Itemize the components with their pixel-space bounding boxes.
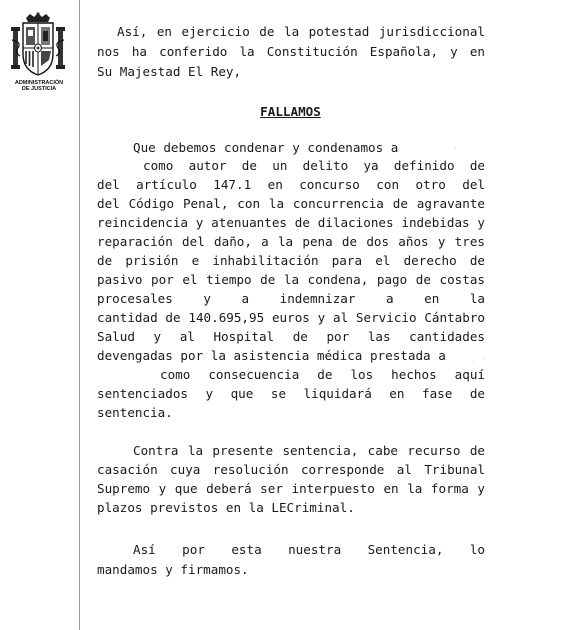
ruling-line-15: sentencia. bbox=[97, 405, 173, 420]
ruling-line-12: devengadas por la asistencia médica prestada a bbox=[97, 348, 446, 363]
ruling-line-6: reparación del daño, a la pena de dos años y tres bbox=[97, 234, 485, 249]
ruling-line-8: pasivo por el tiempo de la condena, pago de costas bbox=[97, 272, 485, 287]
appeal-line-1: Contra la presente sentencia, cabe recurso de bbox=[133, 443, 485, 458]
ruling-line-3: del artículo 147.1 en concurso con otro del bbox=[97, 177, 485, 192]
intro-line-3: Su Majestad El Rey, bbox=[97, 64, 242, 79]
intro-line-2: nos ha conferido la Constitución Española, y en bbox=[97, 44, 485, 59]
scan-speck bbox=[455, 147, 456, 148]
closing-line-2: mandamos y firmamos. bbox=[97, 562, 249, 577]
scan-speck bbox=[484, 358, 485, 359]
ruling-line-11: Salud y al Hospital de por las cantidades bbox=[97, 329, 485, 344]
ruling-line-1: Que debemos condenar y condenamos a bbox=[133, 140, 399, 155]
appeal-line-4: plazos previstos en la LECriminal. bbox=[97, 500, 355, 515]
ruling-heading: FALLAMOS bbox=[260, 104, 321, 119]
ruling-line-10: cantidad de 140.695,95 euros y al Servicio Cántabro bbox=[97, 310, 485, 325]
ruling-line-5: reincidencia y atenuantes de dilaciones indebidas y bbox=[97, 215, 485, 230]
seal-org-line2: DE JUSTICIA bbox=[21, 86, 57, 92]
intro-line-1: Así, en ejercicio de la potestad jurisdiccional bbox=[117, 24, 485, 39]
ruling-line-4: del Código Penal, con la concurrencia de agravante bbox=[97, 196, 485, 211]
closing-line-1: Así por esta nuestra Sentencia, lo bbox=[133, 542, 485, 557]
scan-speck bbox=[473, 361, 474, 362]
seal-org-line1: ADMINISTRACIÓN bbox=[14, 80, 64, 86]
appeal-line-3: Supremo y que deberá ser interpuesto en la forma y bbox=[97, 481, 485, 496]
ruling-line-2: como autor de un delito ya definido de bbox=[143, 158, 485, 173]
ruling-line-14: sentenciados y que se liquidará en fase de bbox=[97, 386, 485, 401]
ruling-line-13: como consecuencia de los hechos aquí bbox=[160, 367, 485, 382]
coat-of-arms-icon bbox=[8, 12, 68, 80]
ruling-line-7: de prisión e inhabilitación para el derecho de bbox=[97, 253, 485, 268]
margin-line bbox=[79, 0, 80, 630]
seal-caption bbox=[6, 80, 72, 92]
appeal-line-2: casación cuya resolución corresponde al Tribunal bbox=[97, 462, 485, 477]
ruling-line-9: procesales y a indemnizar a en la bbox=[97, 291, 485, 306]
